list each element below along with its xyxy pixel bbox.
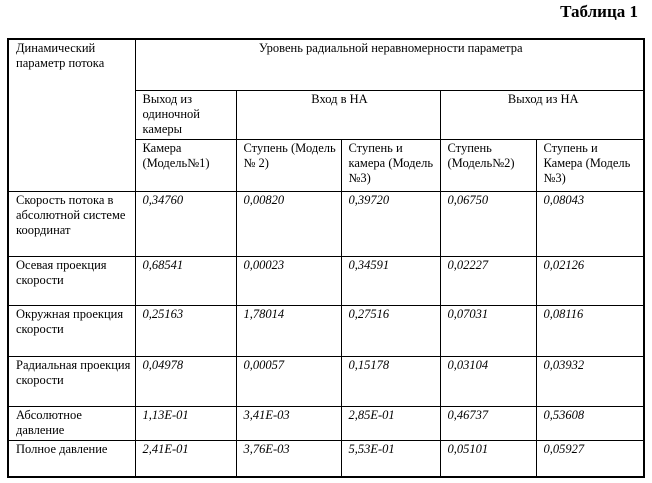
table-cell: 0,53608	[536, 406, 644, 440]
row-label: Осевая проекция скорости	[8, 256, 135, 305]
table-cell: 2,41E-01	[135, 440, 236, 477]
table-cell: 0,02126	[536, 256, 644, 305]
table-cell: 0,04978	[135, 356, 236, 406]
table-cell: 0,46737	[440, 406, 536, 440]
table-cell: 0,05927	[536, 440, 644, 477]
sub-column-header: Ступень и Камера (Модель №3)	[536, 139, 644, 191]
table-cell: 0,68541	[135, 256, 236, 305]
sub-column-header: Камера (Модель№1)	[135, 139, 236, 191]
row-label: Скорость потока в абсолютной системе координат	[8, 191, 135, 256]
table-cell: 0,34760	[135, 191, 236, 256]
sub-column-header: Ступень и камера (Модель №3)	[341, 139, 440, 191]
table-cell: 0,07031	[440, 305, 536, 356]
header-row-1	[8, 39, 644, 90]
row-label: Полное давление	[8, 440, 135, 477]
table-cell: 0,39720	[341, 191, 440, 256]
table-cell: 0,34591	[341, 256, 440, 305]
table-row	[8, 191, 644, 256]
table-cell: 3,76E-03	[236, 440, 341, 477]
table-row	[8, 406, 644, 440]
sub-column-header: Ступень (Модель№2)	[440, 139, 536, 191]
table-cell: 0,08043	[536, 191, 644, 256]
table-cell: 0,00057	[236, 356, 341, 406]
table-cell: 0,06750	[440, 191, 536, 256]
table-caption: Таблица 1	[560, 2, 638, 21]
table-cell: 1,13E-01	[135, 406, 236, 440]
outlet-na-header: Выход из НА	[440, 90, 644, 139]
table-row	[8, 356, 644, 406]
inlet-na-header: Вход в НА	[236, 90, 440, 139]
table-cell: 5,53E-01	[341, 440, 440, 477]
table-row	[8, 440, 644, 477]
row-label: Абсолютное давление	[8, 406, 135, 440]
table-cell: 0,05101	[440, 440, 536, 477]
sub-column-header: Ступень (Модель № 2)	[236, 139, 341, 191]
table-row	[8, 305, 644, 356]
row-label: Радиальная проекция скорости	[8, 356, 135, 406]
table-cell: 0,27516	[341, 305, 440, 356]
table-cell: 0,08116	[536, 305, 644, 356]
table-cell: 3,41E-03	[236, 406, 341, 440]
table-cell: 0,02227	[440, 256, 536, 305]
corner-header: Динамический параметр потока	[8, 39, 135, 191]
data-table	[7, 38, 645, 478]
table-cell: 1,78014	[236, 305, 341, 356]
exit-single-chamber-header: Выход из одиночной камеры	[135, 90, 236, 139]
table-cell: 0,25163	[135, 305, 236, 356]
table-cell: 0,15178	[341, 356, 440, 406]
table-cell: 2,85E-01	[341, 406, 440, 440]
table-cell: 0,03932	[536, 356, 644, 406]
table-cell: 0,03104	[440, 356, 536, 406]
table-row	[8, 256, 644, 305]
row-label: Окружная проекция скорости	[8, 305, 135, 356]
table-cell: 0,00023	[236, 256, 341, 305]
group-title-header: Уровень радиальной неравномерности параметра	[135, 39, 644, 90]
table-cell: 0,00820	[236, 191, 341, 256]
